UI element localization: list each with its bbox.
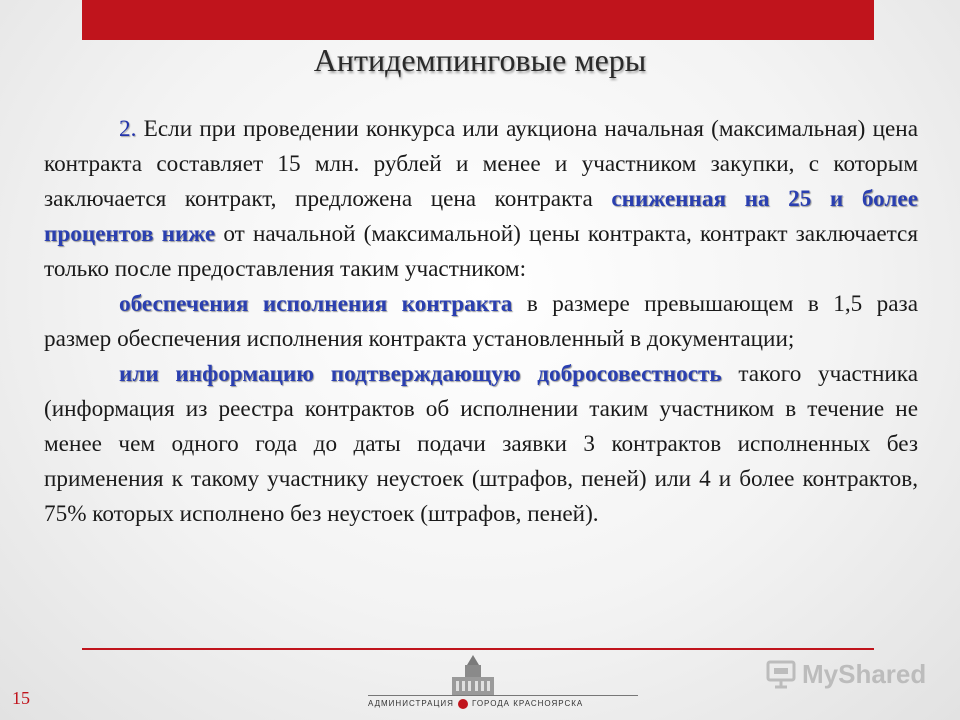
paragraph-1-text-a: Если при проведении конкурса или аукциона начальная (максимальная) цена контракта составляет 15 млн. рублей и менее и участником закупки, с которым заключается контракт, предложена цена контракта xyxy=(44,116,918,212)
paragraph-2 xyxy=(44,287,918,357)
footer-divider xyxy=(82,648,874,650)
paragraph-1-text-b: от начальной (максимальной) цены контракта, контракт заключается только после предоставления таким участником: xyxy=(44,221,918,282)
page-number: 15 xyxy=(12,688,30,708)
paragraph-1 xyxy=(44,112,918,287)
building-icon xyxy=(448,655,498,695)
watermark xyxy=(766,656,926,692)
city-seal-icon xyxy=(458,699,468,709)
presentation-icon xyxy=(766,659,796,689)
admin-caption-right: ГОРОДА КРАСНОЯРСКА xyxy=(471,699,584,709)
paragraph-2-text: в размере превышающем в 1,5 раза размер обеспечения исполнения контракта установленный в документации; xyxy=(44,291,918,352)
watermark-text: MyShared xyxy=(802,658,927,689)
slide-body xyxy=(44,112,918,532)
paragraph-3-text: такого участника (информация из реестра контрактов об исполнении таким участником в течение не менее чем одного года до даты подачи заявки 3 контрактов исполненных без применения к такому участнику неустоек (штрафов, пеней) или 4 и более контрактов, 75% которых исполнено без неустоек (штрафов, пеней). xyxy=(44,361,918,527)
paragraph-3-highlight: или информацию подтверждающую добросовестность xyxy=(119,361,722,387)
paragraph-2-highlight: обеспечения исполнения контракта xyxy=(119,291,513,317)
paragraph-3 xyxy=(44,357,918,532)
logo-divider xyxy=(368,695,638,696)
admin-caption-left: АДМИНИСТРАЦИЯ xyxy=(368,699,454,709)
header-bar xyxy=(82,0,874,40)
list-number: 2. xyxy=(119,116,137,142)
administration-logo xyxy=(368,655,638,717)
paragraph-1-highlight: сниженная на 25 и более процентов ниже xyxy=(44,186,918,247)
slide-title: Антидемпинговые меры xyxy=(313,42,647,78)
administration-caption xyxy=(368,699,638,709)
